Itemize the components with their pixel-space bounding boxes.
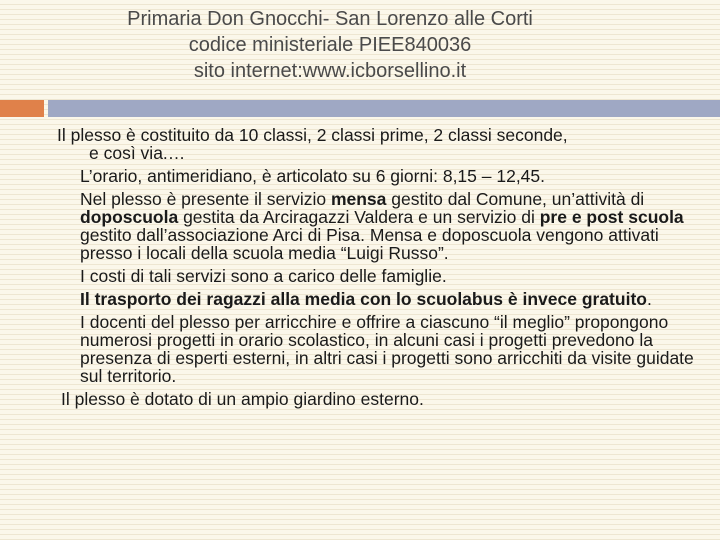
- paragraph-transport: [48, 290, 708, 308]
- paragraph-services: [48, 190, 708, 262]
- paragraph-garden: Il plesso è dotato di un ampio giardino esterno.: [61, 389, 424, 409]
- services-text-1: Nel plesso è presente il servizio: [80, 189, 331, 209]
- paragraph-costs: I costi di tali servizi sono a carico delle famiglie.: [80, 266, 447, 286]
- services-mensa: mensa: [330, 189, 387, 209]
- ministry-code-line: [0, 32, 660, 58]
- paragraph-schedule: L’orario, antimeridiano, è articolato su 6 giorni: 8,15 – 12,45.: [80, 166, 546, 186]
- services-text-3: gestita da Arciragazzi Valdera e un servizio di: [178, 207, 540, 227]
- school-name: Primaria Don Gnocchi- San Lorenzo alle Corti: [127, 8, 533, 30]
- website-line: sito internet:www.icborsellino.it: [193, 60, 467, 82]
- ministry-code: PIEE840036: [358, 34, 472, 56]
- services-doposcuola: doposcuola: [80, 207, 179, 227]
- slide-header: [0, 6, 660, 84]
- services-pre-post-scuola: pre e post scuola: [539, 207, 684, 227]
- divider-accent-orange: [0, 100, 44, 117]
- transport-end: .: [646, 289, 652, 309]
- transport-bold-text: Il trasporto dei ragazzi alla media con lo scuolabus è invece gratuito: [80, 289, 647, 309]
- paragraph-classes: [48, 126, 708, 162]
- divider-accent-blue: [48, 100, 720, 117]
- services-text-2: gestito dal Comune, un’attività di: [386, 189, 645, 209]
- services-text-4: gestito dall’associazione Arci di Pisa. Mensa e doposcuola vengono attivati presso i locali della scuola media “Luigi Russo”.: [80, 225, 659, 263]
- paragraph-projects: I docenti del plesso per arricchire e offrire a ciascuno “il meglio” propongono numerosi progetti in orario scolastico, in alcuni casi i progetti prevedono la presenza di esperti esterni, in altri casi i progetti sono arricchiti da visite guidate sul territorio.: [80, 312, 694, 386]
- paragraph-classes-line1: Il plesso è costituito da 10 classi, 2 classi prime, 2 classi seconde,: [57, 125, 568, 145]
- ministry-code-label: codice ministeriale: [188, 34, 359, 56]
- paragraph-classes-line2: e così via.…: [89, 143, 186, 163]
- slide-body: [48, 126, 708, 413]
